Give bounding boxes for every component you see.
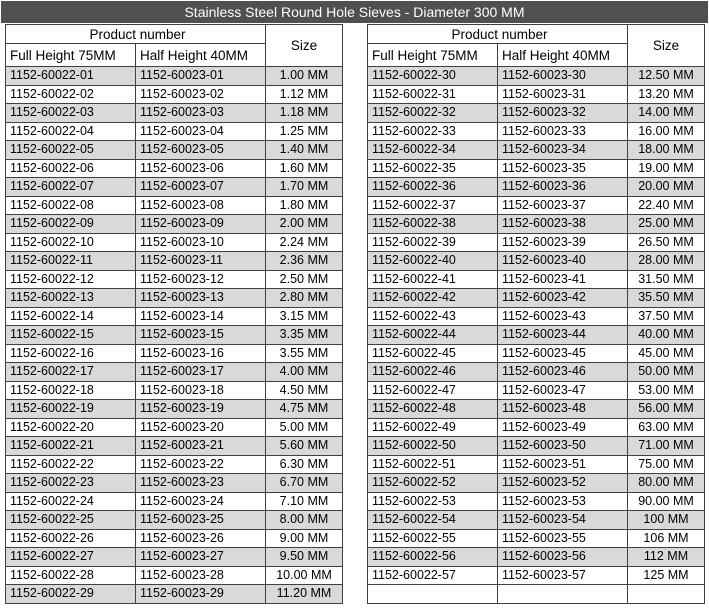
half-height-part-number: 1152-60023-47 — [498, 381, 628, 400]
half-height-part-number: 1152-60023-40 — [498, 252, 628, 271]
half-height-part-number: 1152-60023-01 — [136, 67, 266, 86]
full-height-part-number — [368, 585, 498, 604]
half-height-part-number: 1152-60023-31 — [498, 85, 628, 104]
half-height-part-number: 1152-60023-16 — [136, 344, 266, 363]
table-row — [368, 159, 705, 178]
full-height-part-number: 1152-60022-24 — [6, 492, 136, 511]
table-row — [6, 381, 343, 400]
full-height-part-number: 1152-60022-44 — [368, 326, 498, 345]
half-height-part-number: 1152-60023-22 — [136, 455, 266, 474]
full-height-part-number: 1152-60022-04 — [6, 122, 136, 141]
full-height-part-number: 1152-60022-19 — [6, 400, 136, 419]
full-height-part-number: 1152-60022-31 — [368, 85, 498, 104]
half-height-part-number: 1152-60023-11 — [136, 252, 266, 271]
size-value: 2.36 MM — [266, 252, 343, 271]
full-height-part-number: 1152-60022-06 — [6, 159, 136, 178]
size-value: 3.35 MM — [266, 326, 343, 345]
size-value: 2.24 MM — [266, 233, 343, 252]
table-row — [6, 548, 343, 567]
half-height-part-number: 1152-60023-28 — [136, 566, 266, 585]
full-height-part-number: 1152-60022-27 — [6, 548, 136, 567]
half-height-part-number: 1152-60023-02 — [136, 85, 266, 104]
half-height-part-number: 1152-60023-27 — [136, 548, 266, 567]
half-height-part-number: 1152-60023-54 — [498, 511, 628, 530]
table-row — [368, 215, 705, 234]
size-value: 1.40 MM — [266, 141, 343, 160]
full-height-part-number: 1152-60022-23 — [6, 474, 136, 493]
size-value: 1.80 MM — [266, 196, 343, 215]
table-row — [6, 418, 343, 437]
full-height-part-number: 1152-60022-38 — [368, 215, 498, 234]
size-value: 40.00 MM — [628, 326, 705, 345]
size-value: 1.00 MM — [266, 67, 343, 86]
full-height-part-number: 1152-60022-32 — [368, 104, 498, 123]
half-height-part-number: 1152-60023-36 — [498, 178, 628, 197]
full-height-part-number: 1152-60022-41 — [368, 270, 498, 289]
table-row — [368, 270, 705, 289]
size-value: 16.00 MM — [628, 122, 705, 141]
table-row — [368, 85, 705, 104]
table-row — [368, 307, 705, 326]
half-height-part-number: 1152-60023-55 — [498, 529, 628, 548]
size-value: 2.00 MM — [266, 215, 343, 234]
full-height-part-number: 1152-60022-02 — [6, 85, 136, 104]
size-value: 112 MM — [628, 548, 705, 567]
table-row — [6, 511, 343, 530]
table-row — [6, 492, 343, 511]
half-height-part-number: 1152-60023-21 — [136, 437, 266, 456]
size-value: 37.50 MM — [628, 307, 705, 326]
half-height-part-number: 1152-60023-14 — [136, 307, 266, 326]
table-row — [6, 326, 343, 345]
table-row — [6, 400, 343, 419]
size-value: 5.00 MM — [266, 418, 343, 437]
full-height-part-number: 1152-60022-54 — [368, 511, 498, 530]
full-height-part-number: 1152-60022-56 — [368, 548, 498, 567]
size-header: Size — [628, 25, 705, 67]
full-height-part-number: 1152-60022-51 — [368, 455, 498, 474]
full-height-part-number: 1152-60022-36 — [368, 178, 498, 197]
table-row — [6, 233, 343, 252]
size-value: 1.25 MM — [266, 122, 343, 141]
product-number-header: Product number — [368, 25, 628, 44]
table-row — [368, 455, 705, 474]
table-row — [368, 566, 705, 585]
size-value: 11.20 MM — [266, 585, 343, 604]
half-height-part-number: 1152-60023-57 — [498, 566, 628, 585]
size-value: 90.00 MM — [628, 492, 705, 511]
size-value: 45.00 MM — [628, 344, 705, 363]
size-value: 3.15 MM — [266, 307, 343, 326]
half-height-part-number: 1152-60023-25 — [136, 511, 266, 530]
size-value: 5.60 MM — [266, 437, 343, 456]
full-height-part-number: 1152-60022-10 — [6, 233, 136, 252]
full-height-part-number: 1152-60022-57 — [368, 566, 498, 585]
full-height-part-number: 1152-60022-01 — [6, 67, 136, 86]
size-value: 13.20 MM — [628, 85, 705, 104]
full-height-part-number: 1152-60022-08 — [6, 196, 136, 215]
page-title: Stainless Steel Round Hole Sieves - Diameter 300 MM — [1, 1, 708, 23]
half-height-part-number: 1152-60023-19 — [136, 400, 266, 419]
size-value: 31.50 MM — [628, 270, 705, 289]
table-row — [6, 85, 343, 104]
size-value: 12.50 MM — [628, 67, 705, 86]
table-row — [6, 104, 343, 123]
table-row — [6, 529, 343, 548]
full-height-header: Full Height 75MM — [6, 44, 136, 67]
half-height-part-number: 1152-60023-15 — [136, 326, 266, 345]
half-height-part-number: 1152-60023-17 — [136, 363, 266, 382]
half-height-part-number: 1152-60023-44 — [498, 326, 628, 345]
table-body — [6, 67, 343, 604]
full-height-part-number: 1152-60022-17 — [6, 363, 136, 382]
size-value: 9.00 MM — [266, 529, 343, 548]
half-height-part-number: 1152-60023-45 — [498, 344, 628, 363]
size-value: 6.30 MM — [266, 455, 343, 474]
half-height-part-number: 1152-60023-23 — [136, 474, 266, 493]
half-height-part-number: 1152-60023-56 — [498, 548, 628, 567]
table-row — [368, 178, 705, 197]
table-row — [368, 474, 705, 493]
table-row — [368, 326, 705, 345]
full-height-part-number: 1152-60022-09 — [6, 215, 136, 234]
half-height-part-number: 1152-60023-37 — [498, 196, 628, 215]
half-height-part-number: 1152-60023-34 — [498, 141, 628, 160]
table-row — [368, 289, 705, 308]
full-height-part-number: 1152-60022-45 — [368, 344, 498, 363]
half-height-part-number: 1152-60023-24 — [136, 492, 266, 511]
table-row — [368, 492, 705, 511]
size-value — [628, 585, 705, 604]
table-row — [368, 529, 705, 548]
full-height-part-number: 1152-60022-22 — [6, 455, 136, 474]
half-height-part-number: 1152-60023-49 — [498, 418, 628, 437]
table-row — [6, 196, 343, 215]
size-value: 14.00 MM — [628, 104, 705, 123]
half-height-part-number: 1152-60023-35 — [498, 159, 628, 178]
table-row — [368, 585, 705, 604]
size-value: 2.80 MM — [266, 289, 343, 308]
size-value: 56.00 MM — [628, 400, 705, 419]
full-height-part-number: 1152-60022-12 — [6, 270, 136, 289]
half-height-part-number: 1152-60023-53 — [498, 492, 628, 511]
half-height-part-number: 1152-60023-08 — [136, 196, 266, 215]
size-value: 2.50 MM — [266, 270, 343, 289]
table-row — [368, 104, 705, 123]
table-row — [6, 159, 343, 178]
half-height-header: Half Height 40MM — [498, 44, 628, 67]
table-row — [368, 252, 705, 271]
half-height-part-number: 1152-60023-42 — [498, 289, 628, 308]
full-height-part-number: 1152-60022-52 — [368, 474, 498, 493]
table-row — [368, 67, 705, 86]
full-height-part-number: 1152-60022-53 — [368, 492, 498, 511]
table-row — [6, 215, 343, 234]
size-value: 18.00 MM — [628, 141, 705, 160]
size-value: 20.00 MM — [628, 178, 705, 197]
size-value: 50.00 MM — [628, 363, 705, 382]
size-value: 9.50 MM — [266, 548, 343, 567]
table-row — [6, 363, 343, 382]
half-height-part-number — [498, 585, 628, 604]
size-value: 100 MM — [628, 511, 705, 530]
half-height-part-number: 1152-60023-10 — [136, 233, 266, 252]
size-value: 1.12 MM — [266, 85, 343, 104]
table-row — [368, 548, 705, 567]
full-height-part-number: 1152-60022-40 — [368, 252, 498, 271]
full-height-part-number: 1152-60022-35 — [368, 159, 498, 178]
full-height-part-number: 1152-60022-16 — [6, 344, 136, 363]
table-row — [368, 418, 705, 437]
table-row — [6, 178, 343, 197]
full-height-part-number: 1152-60022-34 — [368, 141, 498, 160]
half-height-part-number: 1152-60023-07 — [136, 178, 266, 197]
full-height-part-number: 1152-60022-14 — [6, 307, 136, 326]
half-height-part-number: 1152-60023-38 — [498, 215, 628, 234]
size-value: 4.00 MM — [266, 363, 343, 382]
table-row — [6, 585, 343, 604]
table-row — [368, 141, 705, 160]
half-height-part-number: 1152-60023-52 — [498, 474, 628, 493]
full-height-part-number: 1152-60022-30 — [368, 67, 498, 86]
size-value: 125 MM — [628, 566, 705, 585]
full-height-part-number: 1152-60022-42 — [368, 289, 498, 308]
size-value: 35.50 MM — [628, 289, 705, 308]
full-height-part-number: 1152-60022-55 — [368, 529, 498, 548]
table-row — [6, 141, 343, 160]
table-row — [368, 400, 705, 419]
size-value: 1.60 MM — [266, 159, 343, 178]
size-value: 4.50 MM — [266, 381, 343, 400]
table-row — [6, 474, 343, 493]
half-height-part-number: 1152-60023-13 — [136, 289, 266, 308]
full-height-part-number: 1152-60022-20 — [6, 418, 136, 437]
full-height-part-number: 1152-60022-47 — [368, 381, 498, 400]
table-row — [368, 122, 705, 141]
half-height-part-number: 1152-60023-03 — [136, 104, 266, 123]
half-height-part-number: 1152-60023-50 — [498, 437, 628, 456]
full-height-part-number: 1152-60022-29 — [6, 585, 136, 604]
table-row — [6, 289, 343, 308]
half-height-part-number: 1152-60023-41 — [498, 270, 628, 289]
half-height-part-number: 1152-60023-04 — [136, 122, 266, 141]
table-row — [6, 344, 343, 363]
size-value: 22.40 MM — [628, 196, 705, 215]
half-height-part-number: 1152-60023-09 — [136, 215, 266, 234]
size-value: 10.00 MM — [266, 566, 343, 585]
full-height-part-number: 1152-60022-37 — [368, 196, 498, 215]
product-number-header: Product number — [6, 25, 266, 44]
full-height-part-number: 1152-60022-05 — [6, 141, 136, 160]
full-height-part-number: 1152-60022-11 — [6, 252, 136, 271]
table-row — [368, 363, 705, 382]
half-height-part-number: 1152-60023-05 — [136, 141, 266, 160]
half-height-part-number: 1152-60023-30 — [498, 67, 628, 86]
full-height-part-number: 1152-60022-33 — [368, 122, 498, 141]
half-height-part-number: 1152-60023-32 — [498, 104, 628, 123]
half-height-part-number: 1152-60023-46 — [498, 363, 628, 382]
half-height-part-number: 1152-60023-51 — [498, 455, 628, 474]
full-height-part-number: 1152-60022-03 — [6, 104, 136, 123]
table-row — [6, 455, 343, 474]
half-height-part-number: 1152-60023-33 — [498, 122, 628, 141]
table-row — [6, 252, 343, 271]
size-value: 8.00 MM — [266, 511, 343, 530]
size-value: 1.70 MM — [266, 178, 343, 197]
size-value: 106 MM — [628, 529, 705, 548]
full-height-part-number: 1152-60022-26 — [6, 529, 136, 548]
half-height-part-number: 1152-60023-43 — [498, 307, 628, 326]
table-row — [368, 437, 705, 456]
half-height-part-number: 1152-60023-48 — [498, 400, 628, 419]
half-height-header: Half Height 40MM — [136, 44, 266, 67]
table-row — [6, 307, 343, 326]
half-height-part-number: 1152-60023-12 — [136, 270, 266, 289]
size-value: 7.10 MM — [266, 492, 343, 511]
full-height-part-number: 1152-60022-07 — [6, 178, 136, 197]
full-height-part-number: 1152-60022-50 — [368, 437, 498, 456]
table-row — [6, 270, 343, 289]
full-height-part-number: 1152-60022-46 — [368, 363, 498, 382]
full-height-part-number: 1152-60022-21 — [6, 437, 136, 456]
full-height-part-number: 1152-60022-48 — [368, 400, 498, 419]
size-value: 3.55 MM — [266, 344, 343, 363]
size-header: Size — [266, 25, 343, 67]
size-value: 25.00 MM — [628, 215, 705, 234]
sieve-table-right — [367, 24, 705, 604]
full-height-part-number: 1152-60022-39 — [368, 233, 498, 252]
full-height-header: Full Height 75MM — [368, 44, 498, 67]
half-height-part-number: 1152-60023-06 — [136, 159, 266, 178]
full-height-part-number: 1152-60022-13 — [6, 289, 136, 308]
table-row — [368, 344, 705, 363]
size-value: 28.00 MM — [628, 252, 705, 271]
full-height-part-number: 1152-60022-18 — [6, 381, 136, 400]
table-row — [6, 437, 343, 456]
table-row — [368, 381, 705, 400]
table-row — [6, 566, 343, 585]
size-value: 80.00 MM — [628, 474, 705, 493]
half-height-part-number: 1152-60023-20 — [136, 418, 266, 437]
table-body — [368, 67, 705, 604]
half-height-part-number: 1152-60023-29 — [136, 585, 266, 604]
size-value: 53.00 MM — [628, 381, 705, 400]
size-value: 71.00 MM — [628, 437, 705, 456]
table-row — [368, 196, 705, 215]
full-height-part-number: 1152-60022-49 — [368, 418, 498, 437]
table-row — [368, 511, 705, 530]
half-height-part-number: 1152-60023-39 — [498, 233, 628, 252]
size-value: 75.00 MM — [628, 455, 705, 474]
sieve-table-left — [5, 24, 343, 604]
full-height-part-number: 1152-60022-28 — [6, 566, 136, 585]
full-height-part-number: 1152-60022-15 — [6, 326, 136, 345]
size-value: 19.00 MM — [628, 159, 705, 178]
half-height-part-number: 1152-60023-18 — [136, 381, 266, 400]
full-height-part-number: 1152-60022-25 — [6, 511, 136, 530]
table-row — [368, 233, 705, 252]
size-value: 4.75 MM — [266, 400, 343, 419]
size-value: 63.00 MM — [628, 418, 705, 437]
table-row — [6, 67, 343, 86]
size-value: 1.18 MM — [266, 104, 343, 123]
full-height-part-number: 1152-60022-43 — [368, 307, 498, 326]
table-row — [6, 122, 343, 141]
size-value: 6.70 MM — [266, 474, 343, 493]
half-height-part-number: 1152-60023-26 — [136, 529, 266, 548]
size-value: 26.50 MM — [628, 233, 705, 252]
